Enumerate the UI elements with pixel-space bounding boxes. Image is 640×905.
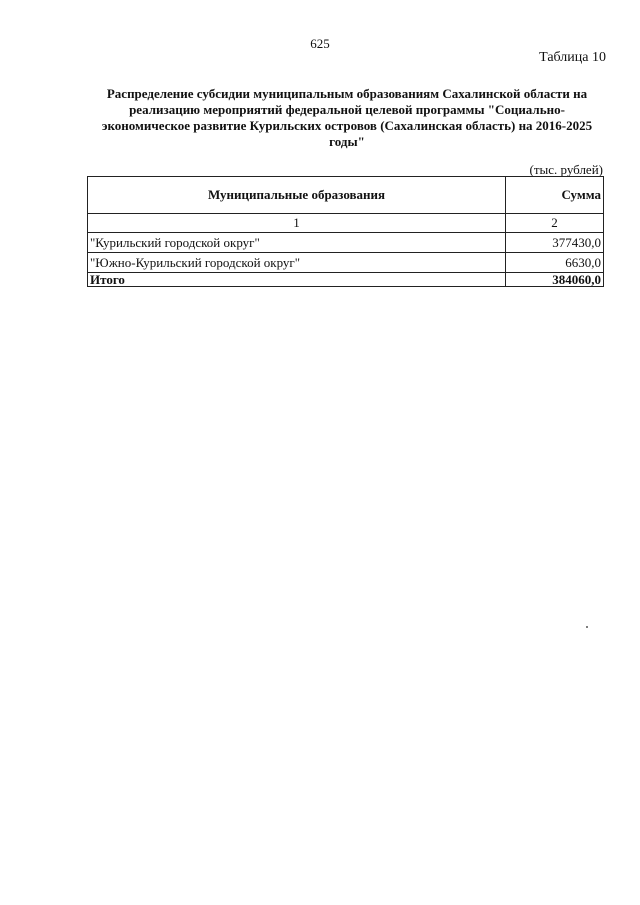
- total-sum: 384060,0: [506, 273, 604, 287]
- header-sum: Сумма: [506, 177, 604, 214]
- total-label: Итого: [88, 273, 506, 287]
- total-row: [88, 273, 604, 287]
- row-municipality: "Курильский городской округ": [88, 233, 506, 253]
- row-sum: 377430,0: [506, 233, 604, 253]
- column-number-1: 1: [88, 214, 506, 233]
- units-note: (тыс. рублей): [529, 162, 603, 177]
- table-row: [88, 233, 604, 253]
- row-sum: 6630,0: [506, 253, 604, 273]
- document-title: Распределение субсидии муниципальным образованиям Сахалинской области на реализацию мероприятий федеральной целевой программы "Социально-экономическое развитие Курильских островов (Сахалинская область) на 2016-2025 годы": [101, 86, 593, 149]
- row-municipality: "Южно-Курильский городской округ": [88, 253, 506, 273]
- column-number-row: [88, 214, 604, 233]
- table-header-row: [88, 177, 604, 214]
- scan-speck: [586, 626, 588, 628]
- table-row: [88, 253, 604, 273]
- column-number-2: 2: [506, 214, 604, 233]
- page-number: 625: [310, 36, 330, 51]
- header-municipalities: Муниципальные образования: [88, 177, 506, 214]
- subsidy-table: [87, 176, 604, 287]
- table-label: Таблица 10: [539, 50, 606, 65]
